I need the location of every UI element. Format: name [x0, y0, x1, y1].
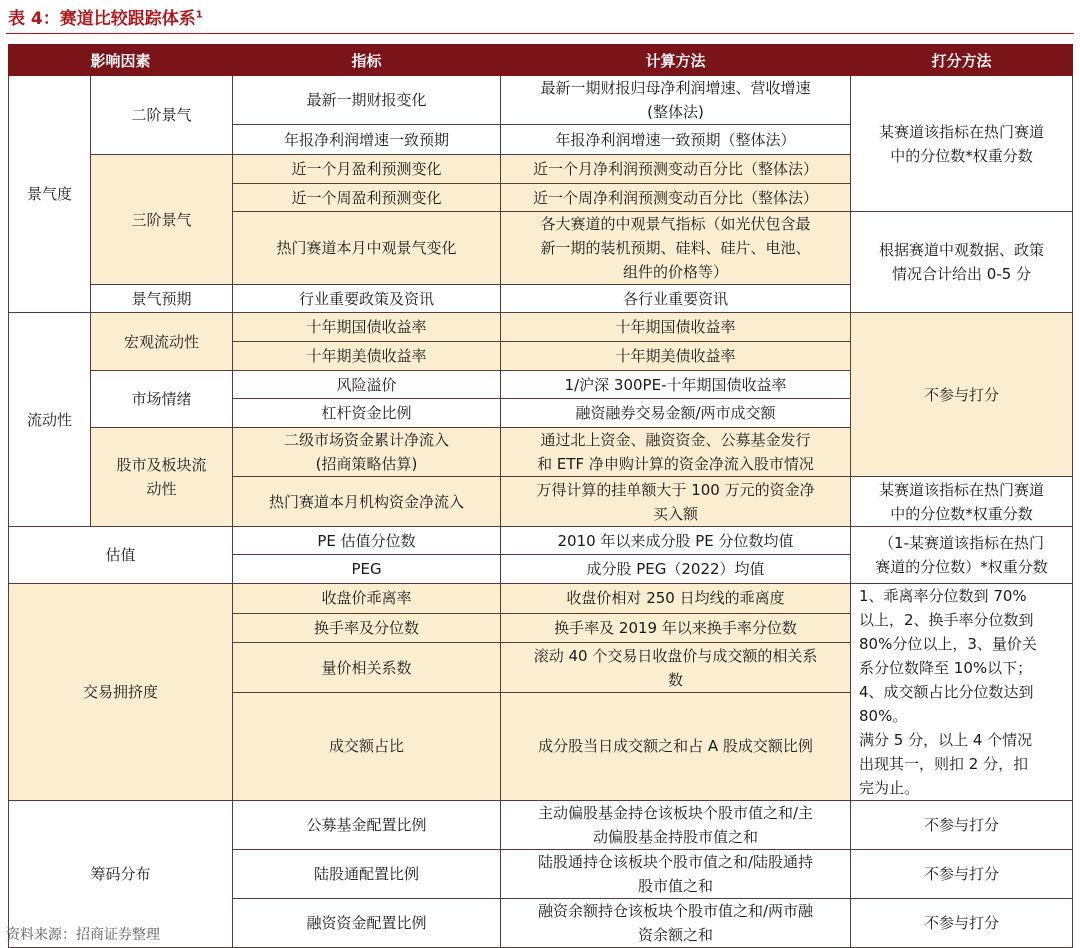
- indicator-cell: 收盘价乖离率: [233, 584, 501, 614]
- table-row: [9, 527, 1073, 555]
- method-cell: 陆股通持仓该板块个股市值之和/陆股通持 股市值之和: [501, 850, 851, 899]
- header-factor: 影响因素: [9, 45, 233, 76]
- method-cell: 成分股 PEG（2022）均值: [501, 555, 851, 584]
- method-cell: 2010 年以来成分股 PE 分位数均值: [501, 527, 851, 555]
- indicator-cell: 换手率及分位数: [233, 613, 501, 643]
- method-cell: 1/沪深 300PE-十年期国债收益率: [501, 371, 851, 399]
- tracking-table: [8, 44, 1073, 948]
- indicator-cell: 年报净利润增速一致预期: [233, 125, 501, 155]
- method-cell: 成分股当日成交额之和占 A 股成交额比例: [501, 692, 851, 800]
- indicator-cell: 融资资金配置比例: [233, 899, 501, 948]
- scoring-cell: 1、乖离率分位数到 70% 以上，2、换手率分位数到 80%分位以上，3、量价关 系分位数降至 10%以下； 4、成交额占比分位数达到 80%。 满分 5 分，以上 4 个情况 出现其一，则扣 2 分，扣 完为止。: [851, 584, 1073, 801]
- subfactor-cell: 三阶景气: [91, 155, 233, 285]
- indicator-cell: 热门赛道本月机构资金净流入: [233, 477, 501, 527]
- method-cell: 年报净利润增速一致预期（整体法）: [501, 125, 851, 155]
- subfactor-cell: 二阶景气: [91, 76, 233, 155]
- indicator-cell: PE 估值分位数: [233, 527, 501, 555]
- indicator-cell: 十年期美债收益率: [233, 342, 501, 371]
- scoring-cell: （1-某赛道该指标在热门 赛道的分位数）*权重分数: [851, 527, 1073, 584]
- indicator-cell: 二级市场资金累计净流入 (招商策略估算): [233, 428, 501, 477]
- header-indicator: 指标: [233, 45, 501, 76]
- indicator-cell: 最新一期财报变化: [233, 76, 501, 125]
- scoring-cell: 某赛道该指标在热门赛道 中的分位数*权重分数: [851, 477, 1073, 527]
- method-cell: 最新一期财报归母净利润增速、营收增速 (整体法): [501, 76, 851, 125]
- factor-cell: 流动性: [9, 313, 91, 527]
- title-divider: [6, 33, 1074, 34]
- scoring-cell: 某赛道该指标在热门赛道 中的分位数*权重分数: [851, 76, 1073, 212]
- method-cell: 主动偏股基金持仓该板块个股市值之和/主 动偏股基金持股市值之和: [501, 801, 851, 850]
- indicator-cell: PEG: [233, 555, 501, 584]
- indicator-cell: 杠杆资金比例: [233, 399, 501, 428]
- method-cell: 换手率及 2019 年以来换手率分位数: [501, 613, 851, 643]
- method-cell: 十年期国债收益率: [501, 313, 851, 342]
- indicator-cell: 量价相关系数: [233, 643, 501, 693]
- subfactor-cell: 股市及板块流 动性: [91, 428, 233, 527]
- indicator-cell: 近一个月盈利预测变化: [233, 155, 501, 184]
- indicator-cell: 近一个周盈利预测变化: [233, 184, 501, 212]
- method-cell: 近一个周净利润预测变动百分比（整体法）: [501, 184, 851, 212]
- indicator-cell: 陆股通配置比例: [233, 850, 501, 899]
- header-row: [9, 45, 1073, 76]
- method-cell: 各大赛道的中观景气指标（如光伏包含最 新一期的装机预期、硅料、硅片、电池、 组件的价格等）: [501, 212, 851, 285]
- scoring-cell: 不参与打分: [851, 313, 1073, 477]
- method-cell: 滚动 40 个交易日收盘价与成交额的相关系 数: [501, 643, 851, 693]
- scoring-cell: 根据赛道中观数据、政策 情况合计给出 0-5 分: [851, 212, 1073, 313]
- subfactor-cell: 景气预期: [91, 285, 233, 313]
- method-cell: 万得计算的挂单额大于 100 万元的资金净 买入额: [501, 477, 851, 527]
- indicator-cell: 行业重要政策及资讯: [233, 285, 501, 313]
- indicator-cell: 风险溢价: [233, 371, 501, 399]
- scoring-cell: 不参与打分: [851, 899, 1073, 948]
- table-title: 表 4：赛道比较跟踪体系$^1$: [8, 9, 203, 29]
- factor-cell: 筹码分布: [9, 801, 233, 948]
- table-row: [9, 76, 1073, 125]
- scoring-cell: 不参与打分: [851, 850, 1073, 899]
- method-cell: 融资余额持仓该板块个股市值之和/两市融 资余额之和: [501, 899, 851, 948]
- method-cell: 近一个月净利润预测变动百分比（整体法）: [501, 155, 851, 184]
- scoring-cell: 不参与打分: [851, 801, 1073, 850]
- table-row: [9, 801, 1073, 850]
- method-cell: 通过北上资金、融资资金、公募基金发行 和 ETF 净申购计算的资金净流入股市情况: [501, 428, 851, 477]
- subfactor-cell: 宏观流动性: [91, 313, 233, 371]
- subfactor-cell: 市场情绪: [91, 371, 233, 428]
- factor-cell: 交易拥挤度: [9, 584, 233, 801]
- method-cell: 十年期美债收益率: [501, 342, 851, 371]
- header-method: 计算方法: [501, 45, 851, 76]
- source-note: 资料来源：招商证券整理: [6, 927, 160, 943]
- indicator-cell: 热门赛道本月中观景气变化: [233, 212, 501, 285]
- indicator-cell: 公募基金配置比例: [233, 801, 501, 850]
- method-cell: 收盘价相对 250 日均线的乖离度: [501, 584, 851, 614]
- method-cell: 融资融券交易金额/两市成交额: [501, 399, 851, 428]
- table-row: [9, 313, 1073, 342]
- indicator-cell: 成交额占比: [233, 692, 501, 800]
- indicator-cell: 十年期国债收益率: [233, 313, 501, 342]
- header-scoring: 打分方法: [851, 45, 1073, 76]
- factor-cell: 估值: [9, 527, 233, 584]
- table-row: [9, 584, 1073, 614]
- method-cell: 各行业重要资讯: [501, 285, 851, 313]
- factor-cell: 景气度: [9, 76, 91, 313]
